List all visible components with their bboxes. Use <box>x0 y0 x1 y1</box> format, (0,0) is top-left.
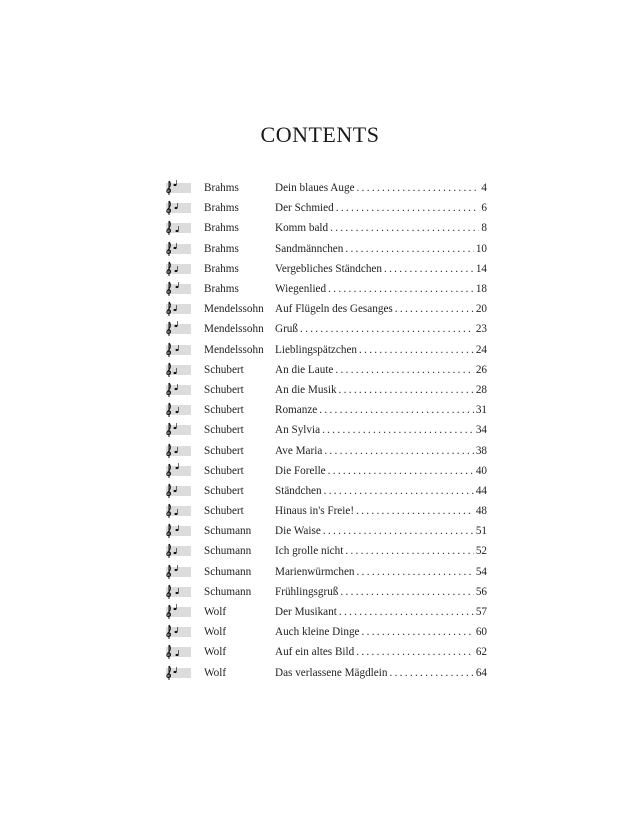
page-number: 64 <box>475 666 487 679</box>
song-line <box>275 344 487 356</box>
music-staff-icon <box>163 624 191 640</box>
page-number: 18 <box>475 283 487 296</box>
music-staff-icon <box>163 321 191 337</box>
page-number: 48 <box>475 505 487 518</box>
music-staff-icon <box>163 422 191 438</box>
song-title[interactable]: Marienwürmchen <box>275 565 355 578</box>
contents-entry[interactable] <box>163 279 487 299</box>
contents-entry[interactable] <box>163 360 487 380</box>
composer-name: Brahms <box>204 283 239 296</box>
song-line <box>275 465 487 477</box>
contents-entry[interactable] <box>163 461 487 481</box>
composer-name: Schubert <box>204 424 244 437</box>
page-number: 62 <box>475 646 487 659</box>
dot-leader <box>359 344 474 356</box>
song-line <box>275 222 487 234</box>
composer-name: Brahms <box>204 262 239 275</box>
song-line <box>275 586 487 598</box>
dot-leader <box>328 283 474 295</box>
contents-entry[interactable] <box>163 420 487 440</box>
song-line <box>275 606 487 618</box>
music-staff-icon <box>163 564 191 580</box>
dot-leader <box>336 202 480 214</box>
composer-name: Schumann <box>204 545 252 558</box>
song-title[interactable]: Romanze <box>275 404 318 417</box>
music-staff-icon <box>163 342 191 358</box>
contents-entry[interactable] <box>163 239 487 259</box>
page-number: 51 <box>475 525 487 538</box>
page-number: 44 <box>475 484 487 497</box>
composer-name: Mendelssohn <box>204 323 264 336</box>
contents-entry[interactable] <box>163 622 487 642</box>
music-staff-icon <box>163 523 191 539</box>
song-title[interactable]: Lieblingspätzchen <box>275 343 358 356</box>
music-staff-icon <box>163 483 191 499</box>
dot-leader <box>324 445 473 457</box>
music-staff-icon <box>163 261 191 277</box>
dot-leader <box>357 566 474 578</box>
contents-entry[interactable] <box>163 218 487 238</box>
page-number: 24 <box>475 343 487 356</box>
song-title[interactable]: Die Forelle <box>275 464 326 477</box>
song-line <box>275 445 487 457</box>
music-staff-icon <box>163 584 191 600</box>
page-number: 52 <box>475 545 487 558</box>
dot-leader <box>335 364 473 376</box>
contents-entry[interactable] <box>163 663 487 683</box>
composer-name: Wolf <box>204 666 227 679</box>
page-number: 34 <box>475 424 487 437</box>
page-number: 8 <box>481 222 487 235</box>
dot-leader <box>339 606 474 618</box>
composer-name: Wolf <box>204 606 227 619</box>
music-staff-icon <box>163 220 191 236</box>
composer-name: Schubert <box>204 464 244 477</box>
dot-leader <box>328 465 474 477</box>
composer-name: Wolf <box>204 646 227 659</box>
dot-leader <box>300 323 474 335</box>
song-line <box>275 545 487 557</box>
composer-name: Brahms <box>204 242 239 255</box>
music-staff-icon <box>163 362 191 378</box>
song-title[interactable]: Auf Flügeln des Gesanges <box>275 303 393 316</box>
page-number: 20 <box>475 303 487 316</box>
song-line <box>275 263 487 275</box>
song-line <box>275 283 487 295</box>
composer-name: Schubert <box>204 404 244 417</box>
composer-name: Schumann <box>204 585 252 598</box>
music-staff-icon <box>163 402 191 418</box>
song-line <box>275 525 487 537</box>
music-staff-icon <box>163 241 191 257</box>
song-title[interactable]: Auf ein altes Bild <box>275 646 355 659</box>
composer-name: Mendelssohn <box>204 303 264 316</box>
song-line <box>275 323 487 335</box>
contents-entry[interactable] <box>163 440 487 460</box>
composer-name: Mendelssohn <box>204 343 264 356</box>
contents-entry[interactable] <box>163 178 487 198</box>
composer-name: Brahms <box>204 182 239 195</box>
page-number: 54 <box>475 565 487 578</box>
song-line <box>275 303 487 315</box>
contents-entry[interactable] <box>163 259 487 279</box>
contents-entry[interactable] <box>163 299 487 319</box>
contents-entry[interactable] <box>163 501 487 521</box>
music-staff-icon <box>163 281 191 297</box>
song-title[interactable]: Ich grolle nicht <box>275 545 344 558</box>
composer-name: Schumann <box>204 565 252 578</box>
page-number: 14 <box>475 262 487 275</box>
contents-entry[interactable] <box>163 481 487 501</box>
music-staff-icon <box>163 665 191 681</box>
music-staff-icon <box>163 604 191 620</box>
contents-entry[interactable] <box>163 319 487 339</box>
composer-name: Schubert <box>204 505 244 518</box>
song-title[interactable]: Vergebliches Ständchen <box>275 262 382 275</box>
song-title[interactable]: Dein blaues Auge <box>275 182 355 195</box>
dot-leader <box>395 303 474 315</box>
page-number: 10 <box>475 242 487 255</box>
music-staff-icon <box>163 200 191 216</box>
contents-entry[interactable] <box>163 541 487 561</box>
dot-leader <box>345 243 473 255</box>
song-title[interactable]: An die Laute <box>275 363 334 376</box>
song-line <box>275 667 487 679</box>
composer-name: Brahms <box>204 202 239 215</box>
composer-name: Schubert <box>204 383 244 396</box>
song-title[interactable]: Ave Maria <box>275 444 323 457</box>
dot-leader <box>356 505 474 517</box>
song-line <box>275 485 487 497</box>
dot-leader <box>330 222 479 234</box>
dot-leader <box>356 646 474 658</box>
contents-entry[interactable] <box>163 400 487 420</box>
contents-entry[interactable] <box>163 340 487 360</box>
page-number: 4 <box>481 182 487 195</box>
song-title[interactable]: Der Musikant <box>275 606 337 619</box>
dot-leader <box>323 525 474 537</box>
composer-name: Schubert <box>204 484 244 497</box>
song-title[interactable]: Der Schmied <box>275 202 334 215</box>
dot-leader <box>389 667 473 679</box>
song-title[interactable]: Sandmännchen <box>275 242 344 255</box>
song-line <box>275 646 487 658</box>
dot-leader <box>340 586 473 598</box>
contents-list <box>163 178 487 683</box>
dot-leader <box>324 485 474 497</box>
music-staff-icon <box>163 180 191 196</box>
page-number: 31 <box>475 404 487 417</box>
contents-entry[interactable] <box>163 562 487 582</box>
song-title[interactable]: Die Waise <box>275 525 321 538</box>
song-line <box>275 424 487 436</box>
composer-name: Schubert <box>204 363 244 376</box>
dot-leader <box>319 404 474 416</box>
dot-leader <box>345 545 473 557</box>
dot-leader <box>339 384 474 396</box>
song-line <box>275 404 487 416</box>
song-title[interactable]: Wiegenlied <box>275 283 327 296</box>
page-number: 38 <box>475 444 487 457</box>
song-title[interactable]: Frühlingsgruß <box>275 585 339 598</box>
contents-entry[interactable] <box>163 380 487 400</box>
song-line <box>275 243 487 255</box>
dot-leader <box>322 424 474 436</box>
page-title: CONTENTS <box>260 122 380 147</box>
music-staff-icon <box>163 503 191 519</box>
song-line <box>275 626 487 638</box>
song-title[interactable]: Das verlassene Mägdlein <box>275 666 388 679</box>
composer-name: Schumann <box>204 525 252 538</box>
page-number: 56 <box>475 585 487 598</box>
song-line <box>275 505 487 517</box>
dot-leader <box>357 182 480 194</box>
song-title[interactable]: Auch kleine Dinge <box>275 626 360 639</box>
contents-entry[interactable] <box>163 198 487 218</box>
composer-name: Wolf <box>204 626 227 639</box>
song-title[interactable]: Gruß <box>275 323 298 336</box>
song-line <box>275 364 487 376</box>
composer-name: Schubert <box>204 444 244 457</box>
music-staff-icon <box>163 644 191 660</box>
dot-leader <box>362 626 474 638</box>
song-title[interactable]: An Sylvia <box>275 424 321 437</box>
page-number: 57 <box>475 606 487 619</box>
music-staff-icon <box>163 382 191 398</box>
song-title[interactable]: Komm bald <box>275 222 329 235</box>
page-number: 6 <box>481 202 487 215</box>
contents-entry[interactable] <box>163 602 487 622</box>
contents-entry[interactable] <box>163 582 487 602</box>
song-title[interactable]: Ständchen <box>275 484 322 497</box>
music-staff-icon <box>163 443 191 459</box>
song-line <box>275 384 487 396</box>
page-number: 60 <box>475 626 487 639</box>
page-number: 40 <box>475 464 487 477</box>
composer-name: Brahms <box>204 222 239 235</box>
page-number: 23 <box>475 323 487 336</box>
song-line <box>275 566 487 578</box>
song-line <box>275 182 487 194</box>
page-number: 28 <box>475 383 487 396</box>
music-staff-icon <box>163 463 191 479</box>
dot-leader <box>384 263 474 275</box>
music-staff-icon <box>163 543 191 559</box>
song-title[interactable]: Hinaus in's Freie! <box>275 505 355 518</box>
song-line <box>275 202 487 214</box>
contents-entry[interactable] <box>163 521 487 541</box>
page-number: 26 <box>475 363 487 376</box>
music-staff-icon <box>163 301 191 317</box>
contents-entry[interactable] <box>163 642 487 662</box>
song-title[interactable]: An die Musik <box>275 383 337 396</box>
